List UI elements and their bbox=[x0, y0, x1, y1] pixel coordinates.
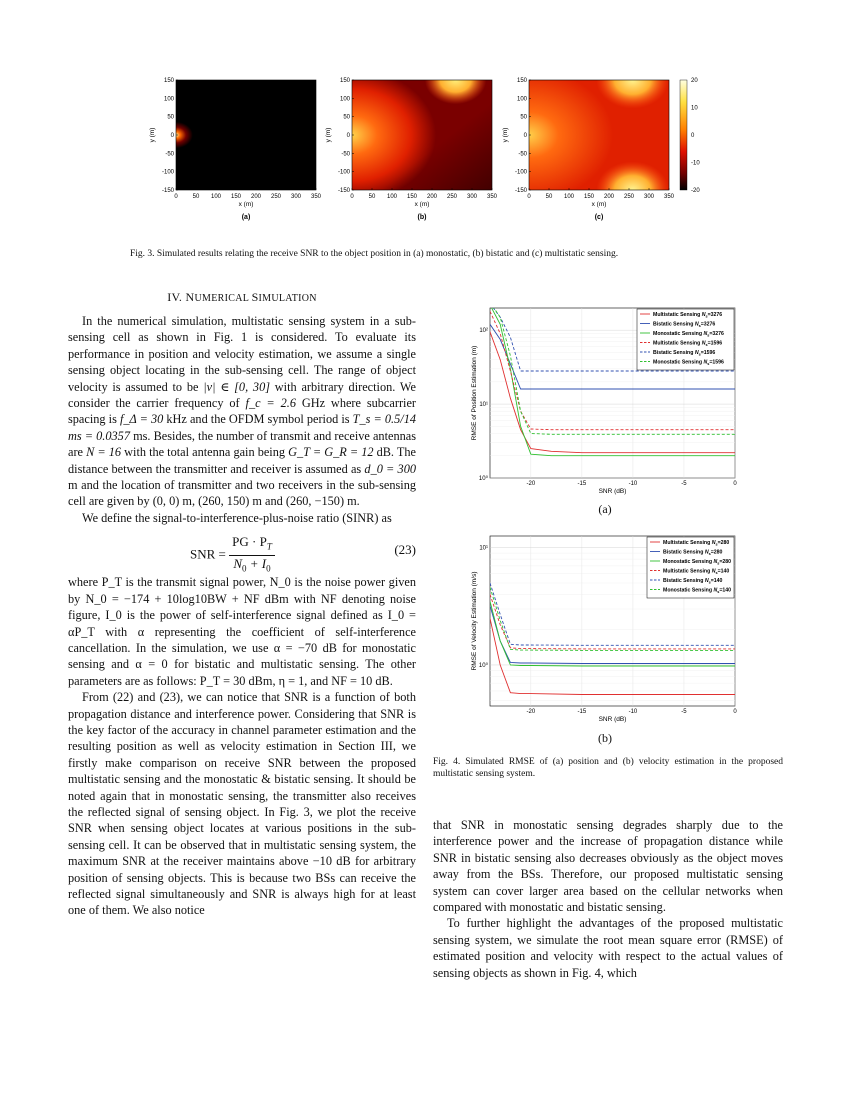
legend-entry: Bistatic Sensing $N_s=140$ bbox=[663, 578, 723, 585]
fig3-ytick-label: -150 bbox=[337, 188, 350, 194]
fig3-ylabel: y (m) bbox=[149, 127, 156, 143]
fig3-xtick-label: 300 bbox=[643, 194, 655, 200]
fig3-heatmaps bbox=[140, 72, 720, 237]
fig3-ytick-label: 100 bbox=[339, 96, 350, 103]
fig3-ytick-label: -150 bbox=[514, 188, 527, 194]
fig3-ytick-label: 0 bbox=[523, 133, 527, 139]
fig3-ytick-label: 0 bbox=[346, 133, 350, 139]
xtick-label: -20 bbox=[526, 709, 536, 715]
fig3-ytick-label: -100 bbox=[337, 169, 350, 176]
fig3-xtick-label: 200 bbox=[426, 194, 438, 200]
left-column bbox=[68, 313, 416, 919]
legend-entry: Multistatic Sensing $N_s=1596$ bbox=[653, 340, 723, 347]
fig3-xtick-label: 250 bbox=[270, 194, 282, 200]
right-column bbox=[433, 817, 783, 981]
fig4a-chart bbox=[460, 300, 750, 495]
ytick-label: 10¹ bbox=[479, 402, 488, 409]
fig3-xtick-label: 350 bbox=[663, 194, 675, 200]
fig3-xtick-label: 0 bbox=[350, 194, 354, 200]
fig3-xtick-label: 150 bbox=[230, 194, 242, 200]
legend-entry: Monostatic Sensing $N_s=3276$ bbox=[653, 331, 724, 338]
fig3-ytick-label: 50 bbox=[520, 114, 527, 121]
fig3-ytick-label: 150 bbox=[339, 78, 350, 84]
fig3-xtick-label: 350 bbox=[486, 194, 498, 200]
fig3-xtick-label: 50 bbox=[545, 194, 553, 200]
legend-entry: Monostatic Sensing $N_s=1596$ bbox=[653, 359, 724, 366]
fig3-xtick-label: 0 bbox=[174, 194, 178, 200]
legend bbox=[637, 309, 734, 370]
ytick-label: 10⁰ bbox=[478, 476, 488, 482]
fig4a-label: (a) bbox=[598, 502, 612, 516]
paragraph-params: where P_T is the transmit signal power, N_0 is the noise power given by N_0 = −174 + 10log10BW + NF dBm with NF denoting noise figure, I_0 is the power of self-interference signal defined as I_0 = αP_T with α representing the coefficient of self-interference cancellation. In the simulation, we use α = −70 dB for monostatic sensing and α = 0 for bistatic and multistatic sensing. The other parameters are as follows: P_T = 30 dBm, η = 1, and NF = 10 dB. bbox=[68, 575, 416, 688]
paragraph-rmse: To further highlight the advantages of the proposed multistatic sensing system, we simulate the root mean square error (RMSE) of estimated position and velocity with respect to the actual values of sensing objects as shown in Fig. 4, which bbox=[433, 916, 783, 980]
section-title-rest: UMERICAL bbox=[194, 293, 252, 304]
eq-lhs: SNR = bbox=[190, 546, 226, 562]
xtick-label: 0 bbox=[733, 709, 737, 715]
paragraph-setup: In the numerical simulation, multistatic sensing system in a sub-sensing cell as shown in Fig. 1 is considered. To evaluate its performance in position and velocity estimation, we assume a single sensing object locating in the sub-sensing cell. The range of object velocity is assumed to be |v| ∈ [0, 30] with arbitrary direction. We consider the carrier frequency of f_c = 2.6 GHz where subcarrier spacing is f_Δ = 30 kHz and the OFDM symbol period is T_s = 0.5/14 ms = 0.0357 ms. Besides, the number of transmit and receive antennas are N = 16 with the total antenna gain being G_T = G_R = 12 dB. The distance between the transmitter and receiver is assumed as d_0 = 300 m and the location of transmitter and two receivers in the sub-sensing cell are given by (0, 0) m, (260, 150) m and (260, −150) m. bbox=[68, 314, 417, 509]
y-axis-label: RMSE of Position Estimation (m) bbox=[471, 345, 478, 441]
xtick-label: -15 bbox=[577, 709, 587, 715]
fig3-xtick-label: 0 bbox=[527, 194, 531, 200]
fig3-ytick-label: 50 bbox=[167, 114, 174, 121]
legend-entry: Multistatic Sensing $N_s=3276$ bbox=[653, 312, 723, 319]
fig3-panel-label: (c) bbox=[594, 214, 604, 221]
fig3-xtick-label: 200 bbox=[603, 194, 615, 200]
section-heading bbox=[68, 290, 416, 305]
legend-entry: Bistatic Sensing $N_s=1596$ bbox=[653, 350, 716, 357]
fig3-xlabel: x (m) bbox=[238, 201, 254, 208]
legend-entry: Multistatic Sensing $N_s=140$ bbox=[663, 568, 730, 575]
fig3-xtick-label: 50 bbox=[192, 194, 200, 200]
colorbar-tick-label: -10 bbox=[691, 160, 700, 167]
fig3-ylabel: y (m) bbox=[502, 127, 509, 143]
fig3-caption: Fig. 3. Simulated results relating the receive SNR to the object position in (a) monostatic, (b) bistatic and (c) multistatic sensing. bbox=[130, 249, 619, 259]
x-axis-label: SNR (dB) bbox=[598, 488, 627, 495]
heatmap-a bbox=[176, 80, 316, 190]
fig3-ytick-label: 50 bbox=[343, 114, 350, 121]
legend bbox=[647, 537, 734, 598]
xtick-label: -5 bbox=[681, 481, 687, 487]
xtick-label: -5 bbox=[681, 709, 687, 715]
paragraph-continuation: that SNR in monostatic sensing degrades sharply due to the interference power and the increase of propagation distance while SNR in bistatic sensing also decreases obviously as the object moves away from the BSs. Therefore, our proposed multistatic sensing system can cover larger area based on the cellular networks when compared with monostatic and bistatic sensing. bbox=[433, 818, 783, 915]
fig3-xtick-label: 300 bbox=[466, 194, 478, 200]
fig3-xtick-label: 150 bbox=[583, 194, 595, 200]
fig3-ytick-label: 150 bbox=[516, 78, 527, 84]
fig4b-chart bbox=[460, 528, 750, 723]
xtick-label: -20 bbox=[526, 481, 536, 487]
y-axis-label: RMSE of Velocity Estimation (m/s) bbox=[471, 571, 478, 671]
legend-entry: Bistatic Sensing $N_s=3276$ bbox=[653, 321, 716, 328]
fig3-ytick-label: -100 bbox=[514, 169, 527, 176]
fig3-xtick-label: 100 bbox=[210, 194, 222, 200]
heatmap-c bbox=[529, 80, 669, 190]
fig3-ytick-label: 100 bbox=[516, 96, 527, 103]
fig3-ytick-label: 150 bbox=[163, 78, 174, 84]
ytick-label: 10⁰ bbox=[478, 662, 488, 669]
fig3-xtick-label: 250 bbox=[623, 194, 635, 200]
fig3-panel-label: (a) bbox=[241, 214, 251, 221]
fig3-xtick-label: 200 bbox=[250, 194, 262, 200]
colorbar-tick-label: 0 bbox=[691, 133, 695, 139]
equation-23 bbox=[68, 526, 416, 574]
fig3-ytick-label: -150 bbox=[161, 188, 174, 194]
fig3-ytick-label: 0 bbox=[170, 133, 174, 139]
fig3-xtick-label: 50 bbox=[368, 194, 376, 200]
heatmap-b bbox=[352, 80, 492, 190]
fig3-xtick-label: 350 bbox=[310, 194, 322, 200]
ytick-label: 10¹ bbox=[479, 545, 488, 552]
xtick-label: -10 bbox=[628, 481, 638, 487]
fig3-ytick-label: -50 bbox=[341, 151, 350, 158]
fig4-caption: Fig. 4. Simulated RMSE of (a) position and (b) velocity estimation in the proposed multistatic sensing system. bbox=[433, 757, 783, 779]
colorbar-tick-label: -20 bbox=[691, 188, 700, 194]
fig3-ytick-label: -100 bbox=[161, 169, 174, 176]
colorbar-tick-label: 10 bbox=[691, 105, 698, 112]
paragraph-sinr-def: We define the signal-to-interference-plus-noise ratio (SINR) as bbox=[82, 510, 392, 525]
ytick-label: 10² bbox=[479, 328, 488, 335]
fig3-ylabel: y (m) bbox=[325, 127, 332, 143]
eq-number: (23) bbox=[394, 542, 416, 558]
xtick-label: -15 bbox=[577, 481, 587, 487]
colorbar-tick-label: 20 bbox=[691, 78, 698, 84]
fig3-panel-label: (b) bbox=[417, 214, 427, 221]
section-title-n: N bbox=[185, 290, 195, 304]
legend-entry: Monostatic Sensing $N_s=280$ bbox=[663, 559, 732, 566]
xtick-label: -10 bbox=[628, 709, 638, 715]
fig3-xlabel: x (m) bbox=[414, 201, 430, 208]
fig3-xtick-label: 100 bbox=[386, 194, 398, 200]
xtick-label: 0 bbox=[733, 481, 737, 487]
section-title-s: S bbox=[251, 290, 259, 304]
fig3-xtick-label: 100 bbox=[563, 194, 575, 200]
legend-entry: Multistatic Sensing $N_s=280$ bbox=[663, 540, 730, 547]
fig3-ytick-label: 100 bbox=[163, 96, 174, 103]
fig3-xlabel: x (m) bbox=[591, 201, 607, 208]
fig3-xtick-label: 150 bbox=[406, 194, 418, 200]
fig3-ytick-label: -50 bbox=[165, 151, 174, 158]
fig3-ytick-label: -50 bbox=[518, 151, 527, 158]
paragraph-analysis: From (22) and (23), we can notice that SNR is a function of both propagation distance and interference power. Considering that SNR is the key factor of the accuracy in channel parameter estimation and the resulting position as well as velocity estimation in Section III, we firstly make comparison on receive SNR between the proposed multistatic sensing and the monostatic & bistatic sensing. It should be noted again that in monostatic sensing, the transmitter also receives the reflected signal of sensing object. In Fig. 3, we plot the receive SNR when sensing object locates at various positions in the sub-sensing cell. It can be observed that in multistatic sensing system, the maximum SNR at the receiver maintains above −10 dB for arbitrary position of sensing objects. This is because two BSs can receive the reflected signal simultaneously and SNR is always high for at least one of them. We also notice bbox=[68, 690, 416, 918]
section-title-rest2: IMULATION bbox=[258, 293, 317, 304]
fig4b-label: (b) bbox=[598, 731, 612, 745]
fig3-xtick-label: 250 bbox=[446, 194, 458, 200]
x-axis-label: SNR (dB) bbox=[598, 716, 627, 723]
fig3-xtick-label: 300 bbox=[290, 194, 302, 200]
legend-entry: Bistatic Sensing $N_s=280$ bbox=[663, 549, 723, 556]
legend-entry: Monostatic Sensing $N_s=140$ bbox=[663, 587, 732, 594]
colorbar bbox=[680, 80, 687, 190]
eq-fraction: $\frac{PG \cdot P_T}{N_0 + I_0}$ bbox=[229, 534, 275, 577]
section-number: IV. bbox=[167, 290, 183, 304]
